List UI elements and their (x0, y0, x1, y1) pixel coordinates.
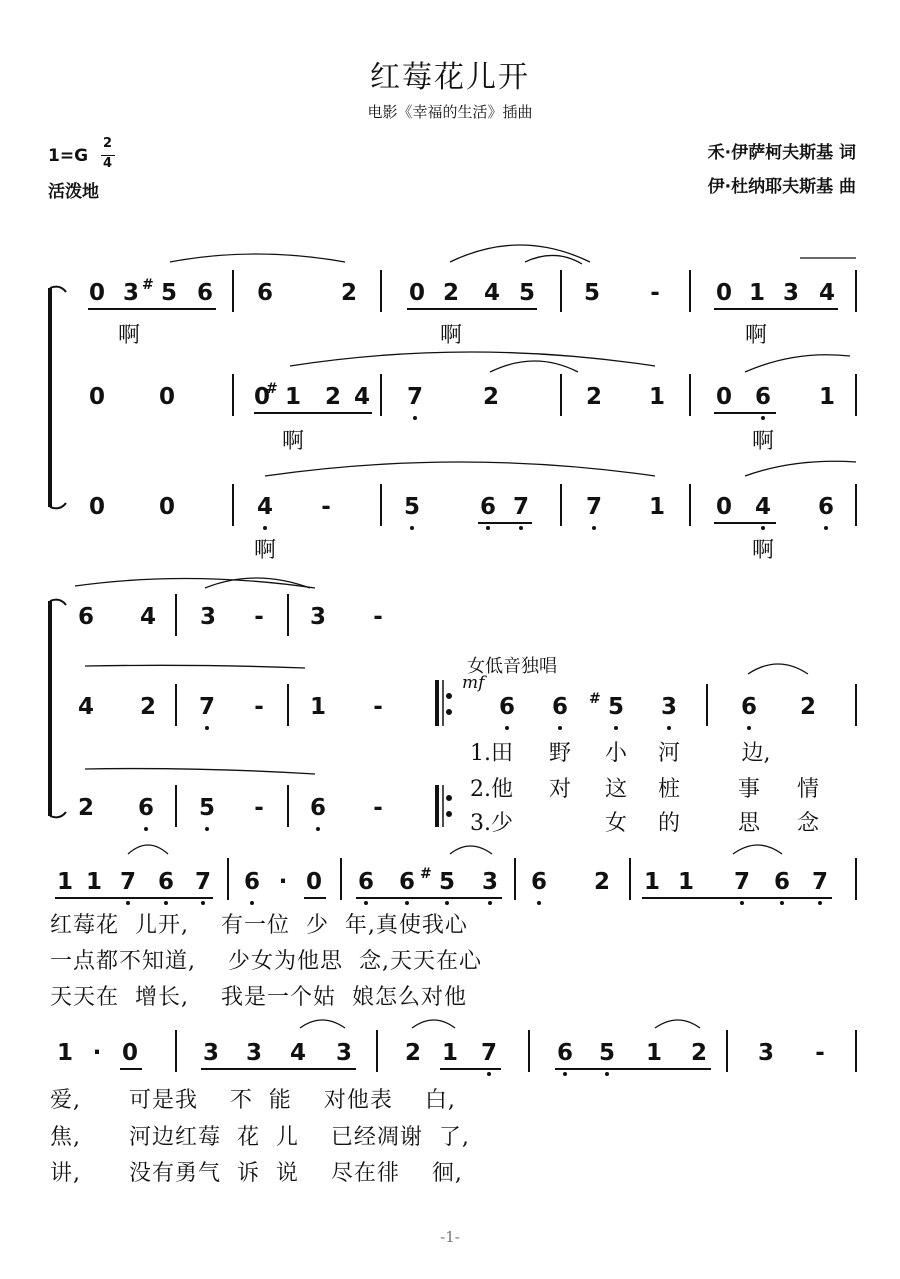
note: - (254, 604, 264, 630)
note: 3 (245, 1040, 262, 1066)
note: 6 (754, 384, 771, 410)
octave-dot (405, 901, 409, 905)
note: 0 (253, 384, 270, 410)
note: 6 (309, 795, 326, 821)
intro-lyric: 啊 (253, 538, 276, 563)
beam (642, 897, 832, 899)
dynamic-marking: mf (462, 673, 485, 693)
note: 2 (442, 280, 459, 306)
note: 5 (403, 494, 420, 520)
note: 3 (202, 1040, 219, 1066)
octave-dot (201, 901, 205, 905)
octave-dot (126, 901, 130, 905)
note: 0 (715, 494, 732, 520)
octave-dot (824, 526, 828, 530)
lyric-syllable: 2.他 (470, 777, 513, 802)
note: 6 (357, 869, 374, 895)
lyrics-row1-verse1: 红莓花 儿开, 有一位 少 年,真使我心 (50, 913, 468, 938)
note: 4 (139, 604, 156, 630)
note: 4 (77, 694, 94, 720)
note: 1 (85, 869, 102, 895)
note: 1 (56, 869, 73, 895)
note: 6 (740, 694, 757, 720)
note: 0 (408, 280, 425, 306)
time-signature-bottom: 4 (103, 156, 113, 171)
octave-dot (316, 827, 320, 831)
note: - (373, 604, 383, 630)
note: 3 (122, 280, 139, 306)
note: - (650, 280, 660, 306)
lyric-syllable: 情 (796, 777, 819, 802)
note: 0 (158, 494, 175, 520)
lyric-syllable: 1.田 (470, 741, 513, 766)
note: 7 (194, 869, 211, 895)
beam (407, 308, 537, 310)
octave-dot (488, 901, 492, 905)
beam (254, 412, 372, 414)
octave-dot (747, 726, 751, 730)
note: · (278, 869, 288, 895)
octave-dot (558, 726, 562, 730)
note: 2 (482, 384, 499, 410)
note: 2 (690, 1040, 707, 1066)
note: 5 (518, 280, 535, 306)
note: # 1 (265, 381, 301, 410)
note: # 5 (419, 866, 455, 895)
note: 0 (305, 869, 322, 895)
slurs (75, 245, 856, 1028)
lyric-syllable: 的 (657, 811, 680, 836)
key-signature: 1=G (48, 146, 89, 166)
octave-dot (505, 726, 509, 730)
note: 2 (593, 869, 610, 895)
note: 6 (773, 869, 790, 895)
lyric-syllable: 3.少 (470, 811, 513, 836)
octave-dot (614, 726, 618, 730)
octave-dot (519, 526, 523, 530)
intro-lyric: 啊 (751, 538, 774, 563)
octave-dot (537, 901, 541, 905)
note: 0 (88, 494, 105, 520)
note: 1 (677, 869, 694, 895)
note: 4 (818, 280, 835, 306)
beam (440, 1068, 501, 1070)
octave-dot (818, 901, 822, 905)
intro-lyric: 啊 (751, 429, 774, 454)
note: 7 (512, 494, 529, 520)
composer-credit: 伊·杜纳耶夫斯基 曲 (707, 177, 856, 197)
system-bracket-1 (50, 287, 66, 509)
octave-dot (605, 1072, 609, 1076)
note: 7 (198, 694, 215, 720)
note: 6 (556, 1040, 573, 1066)
intro-lyric: 啊 (439, 323, 462, 348)
tempo-marking: 活泼地 (48, 182, 99, 202)
system-bracket-2 (50, 600, 66, 818)
note: 3 (782, 280, 799, 306)
note: 6 (243, 869, 260, 895)
note: 2 (585, 384, 602, 410)
note: 6 (530, 869, 547, 895)
octave-dot (205, 726, 209, 730)
note: 7 (733, 869, 750, 895)
beam (304, 897, 326, 899)
note: 2 (799, 694, 816, 720)
lyric-syllable: 思 (737, 811, 760, 836)
lyrics-row2-verse3: 讲, 没有勇气 诉 说 尽在徘 徊, (50, 1161, 463, 1186)
note: 4 (256, 494, 273, 520)
note: · (92, 1040, 102, 1066)
note: 6 (498, 694, 515, 720)
note: 6 (479, 494, 496, 520)
lyric-syllable: 女 (604, 811, 627, 836)
lyric-syllable: 事 (737, 777, 760, 802)
octave-dot (263, 526, 267, 530)
note: 3 (660, 694, 677, 720)
note: 0 (121, 1040, 138, 1066)
lyricist-credit: 禾·伊萨柯夫斯基 词 (707, 143, 856, 163)
repeat-signs (437, 680, 452, 827)
lyric-syllable: 这 (604, 777, 627, 802)
octave-dot (563, 1072, 567, 1076)
octave-dot (413, 416, 417, 420)
note: 6 (77, 604, 94, 630)
note: 1 (818, 384, 835, 410)
note: 5 (198, 795, 215, 821)
lyrics-row1-verse3: 天天在 增长, 我是一个姑 娘怎么对他 (50, 985, 467, 1010)
note: 1 (309, 694, 326, 720)
note: # 5 (588, 691, 624, 720)
octave-dot (780, 901, 784, 905)
note: - (373, 694, 383, 720)
note: 6 (398, 869, 415, 895)
song-title: 红莓花儿开 (370, 60, 530, 95)
intro-lyric: 啊 (117, 323, 140, 348)
beam (55, 897, 213, 899)
note: - (373, 795, 383, 821)
lyric-syllable: 边, (741, 741, 771, 766)
note: 6 (157, 869, 174, 895)
intro-lyric: 啊 (744, 323, 767, 348)
intro-lyric: 啊 (281, 429, 304, 454)
octave-dot (487, 1072, 491, 1076)
solo-label: 女低音独唱 (467, 656, 557, 677)
note: 6 (256, 280, 273, 306)
note: 4 (289, 1040, 306, 1066)
beam (201, 1068, 356, 1070)
octave-dot (144, 827, 148, 831)
octave-dot (667, 726, 671, 730)
octave-dot (205, 827, 209, 831)
note: 7 (119, 869, 136, 895)
note: 0 (88, 384, 105, 410)
note: - (254, 795, 264, 821)
note: 6 (137, 795, 154, 821)
note: 0 (88, 280, 105, 306)
octave-dot (761, 416, 765, 420)
beam (555, 1068, 711, 1070)
note: 6 (551, 694, 568, 720)
lyric-syllable: 对 (548, 777, 571, 802)
note: 1 (645, 1040, 662, 1066)
note: 2 (324, 384, 341, 410)
lyrics-row2-verse2: 焦, 河边红莓 花 儿 已经凋谢 了, (50, 1125, 470, 1150)
note: 3 (309, 604, 326, 630)
octave-dot (364, 901, 368, 905)
note: - (321, 494, 331, 520)
lyric-syllable: 桩 (657, 777, 680, 802)
beam (714, 412, 776, 414)
note: 3 (757, 1040, 774, 1066)
note: 7 (480, 1040, 497, 1066)
note: 4 (483, 280, 500, 306)
octave-dot (410, 526, 414, 530)
note: 2 (404, 1040, 421, 1066)
octave-dot (592, 526, 596, 530)
note: 1 (648, 384, 665, 410)
note: 0 (715, 384, 732, 410)
note: 1 (648, 494, 665, 520)
beam (478, 522, 532, 524)
note: 2 (340, 280, 357, 306)
lyric-syllable: 念 (796, 811, 819, 836)
note: - (254, 694, 264, 720)
note: 6 (817, 494, 834, 520)
note: 4 (754, 494, 771, 520)
note: 1 (441, 1040, 458, 1066)
beam (356, 897, 502, 899)
note: 4 (353, 384, 370, 410)
beam (120, 1068, 142, 1070)
page-number: -1- (440, 1228, 460, 1246)
lyrics-row1-verse2: 一点都不知道, 少女为他思 念,天天在心 (50, 949, 482, 974)
note: 1 (56, 1040, 73, 1066)
note: 7 (811, 869, 828, 895)
note: # 5 (141, 277, 177, 306)
note: 2 (77, 795, 94, 821)
beam (88, 308, 216, 310)
time-signature-top: 2 (103, 136, 113, 151)
octave-dot (445, 901, 449, 905)
lyric-syllable: 河 (657, 741, 680, 766)
lyric-syllable: 小 (604, 741, 627, 766)
song-subtitle: 电影《幸福的生活》插曲 (367, 103, 533, 121)
note: 3 (199, 604, 216, 630)
note: 7 (406, 384, 423, 410)
octave-dot (250, 901, 254, 905)
note: 1 (643, 869, 660, 895)
note: 7 (585, 494, 602, 520)
lyric-syllable: 野 (548, 741, 571, 766)
octave-dot (486, 526, 490, 530)
note: 5 (583, 280, 600, 306)
octave-dot (761, 526, 765, 530)
note: 1 (748, 280, 765, 306)
note: 5 (598, 1040, 615, 1066)
lyrics-row2-verse1: 爱, 可是我 不 能 对他表 白, (50, 1088, 456, 1113)
note: 6 (196, 280, 213, 306)
note: 0 (158, 384, 175, 410)
octave-dot (740, 901, 744, 905)
note: 3 (481, 869, 498, 895)
note: 2 (139, 694, 156, 720)
octave-dot (164, 901, 168, 905)
note: 0 (715, 280, 732, 306)
beam (714, 308, 838, 310)
beam (714, 522, 776, 524)
note: - (815, 1040, 825, 1066)
note: 3 (335, 1040, 352, 1066)
